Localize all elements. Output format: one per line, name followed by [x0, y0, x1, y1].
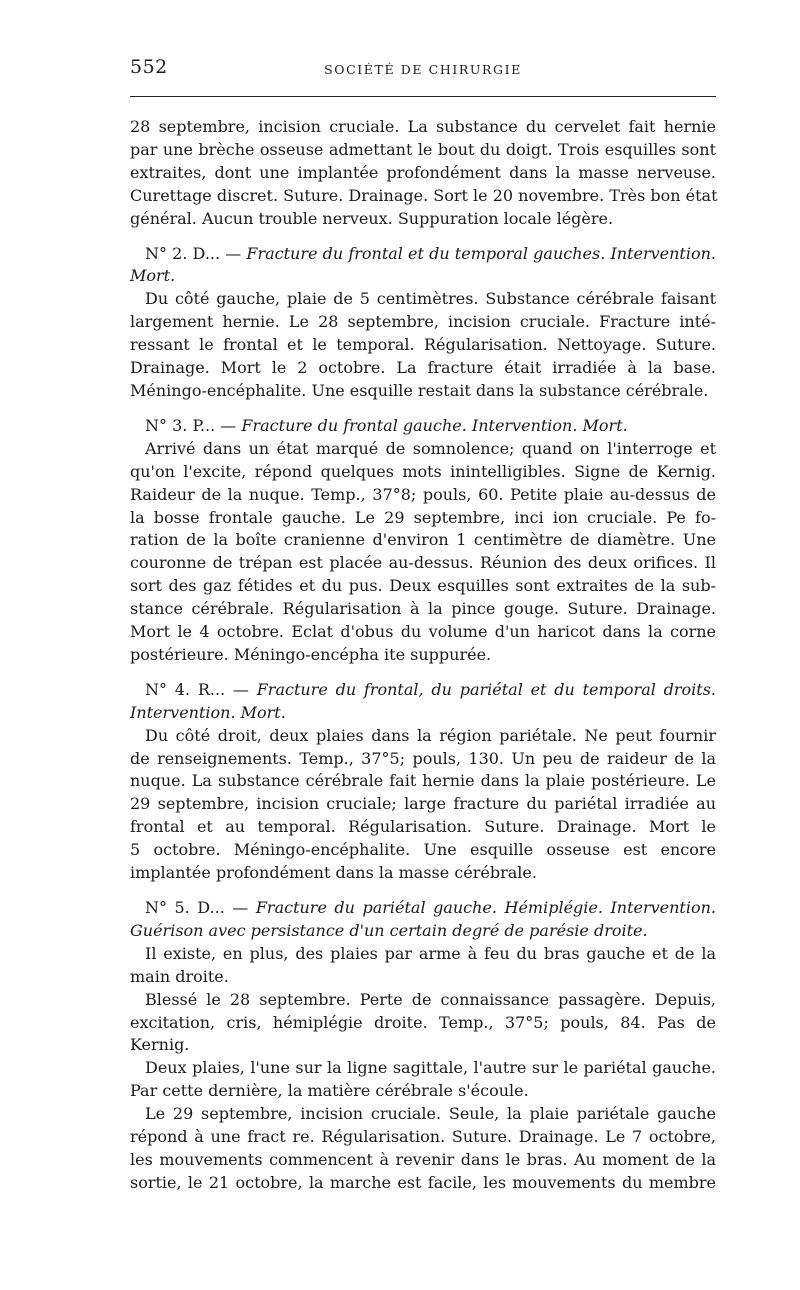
text-line: qu'on l'excite, répond quelques mots inintelligibles. Signe de Kernig.	[130, 461, 716, 481]
text-line: Méningo-encéphalite. Une esquille restait dans la substance cérébrale.	[130, 380, 709, 400]
text-line: nuque. La substance cérébrale fait hernie dans la plaie postérieure. Le	[130, 771, 716, 791]
text-line: Raideur de la nuque. Temp., 37°8; pouls, 60. Petite plaie au-dessus de	[130, 484, 716, 504]
case-heading-line	[130, 243, 716, 266]
case-entry	[130, 415, 716, 667]
text-line: sort des gaz fétides et du pus. Deux esquilles sont extraites de la sub-	[130, 576, 716, 596]
text-line: par une brèche osseuse admettant le bout du doigt. Trois esquilles sont	[130, 139, 716, 159]
text-line: Il existe, en plus, des plaies par arme à feu du bras gauche et de la	[145, 943, 716, 963]
continued-text	[130, 116, 716, 231]
text-line: 5 octobre. Méningo-encéphalite. Une esquille osseuse est encore	[130, 840, 716, 860]
text-line: largement hernie. Le 28 septembre, incision cruciale. Fracture inté-	[130, 312, 716, 332]
text-line: Drainage. Mort le 2 octobre. La fracture était irradiée à la base.	[130, 358, 716, 378]
page-body	[130, 116, 716, 1195]
text-line: Le 29 septembre, incision cruciale. Seule, la plaie pariétale gauche	[145, 1104, 716, 1124]
case-title: Fracture du frontal gauche. Intervention. Mort.	[241, 415, 628, 435]
text-line: général. Aucun trouble nerveux. Suppuration locale légère.	[130, 208, 614, 228]
case-number: N° 2. D... —	[145, 243, 247, 263]
text-line: postérieure. Méningo-encépha ite suppurée.	[130, 644, 492, 664]
text-line: sortie, le 21 octobre, la marche est facile, les mouvements du membre	[130, 1172, 716, 1192]
text-line: implantée profondément dans la masse cérébrale.	[130, 863, 537, 883]
text-line: stance cérébrale. Régularisation à la pince gouge. Suture. Drainage.	[130, 599, 716, 619]
case-entry	[130, 679, 716, 885]
case-heading-line	[130, 897, 716, 920]
header-rule	[130, 96, 716, 97]
case-entry	[130, 897, 716, 1195]
text-line: Curettage discret. Suture. Drainage. Sort le 20 novembre. Très bon état	[130, 185, 718, 205]
case-title: Fracture du frontal, du pariétal et du temporal droits.	[256, 679, 716, 699]
text-line: Mort le 4 octobre. Eclat d'obus du volume d'un haricot dans la corne	[130, 622, 716, 642]
case-title: Mort.	[130, 266, 176, 286]
case-title: Fracture du pariétal gauche. Hémiplégie. Intervention.	[255, 898, 717, 917]
text-line: répond à une fract re. Régularisation. Suture. Drainage. Le 7 octobre,	[130, 1127, 716, 1147]
text-line: couronne de trépan est placée au-dessus. Réunion des deux orifices. Il	[130, 553, 716, 573]
case-number: N° 3. P... —	[145, 415, 242, 435]
text-line: Blessé le 28 septembre. Perte de connaissance passagère. Depuis,	[145, 989, 716, 1009]
page-header	[130, 56, 716, 86]
section-gap	[130, 403, 716, 415]
case-title: Fracture du frontal et du temporal gauches. Intervention.	[246, 243, 717, 263]
page-number: 552	[130, 56, 168, 78]
text-line: 28 septembre, incision cruciale. La substance du cervelet fait hernie	[130, 117, 716, 136]
text-line: extraites, dont une implantée profondément dans la masse nerveuse.	[130, 162, 716, 182]
section-gap	[130, 885, 716, 897]
text-line: Du côté droit, deux plaies dans la région pariétale. Ne peut fournir	[145, 725, 716, 745]
case-heading-line	[130, 679, 716, 702]
text-line: ration de la boîte cranienne d'environ 1 centimètre de diamètre. Une	[130, 530, 716, 550]
case-title: Intervention. Mort.	[130, 702, 286, 722]
section-gap	[130, 231, 716, 243]
text-line: ressant le frontal et le temporal. Régularisation. Nettoyage. Suture.	[130, 335, 716, 355]
case-entry	[130, 243, 716, 403]
case-number: N° 5. D... —	[145, 898, 256, 917]
text-line: Arrivé dans un état marqué de somnolence; quand on l'interroge et	[145, 438, 716, 458]
running-head: SOCIÉTÉ DE CHIRURGIE	[324, 62, 522, 77]
case-heading-line	[130, 920, 716, 943]
text-line: les mouvements commencent à revenir dans le bras. Au moment de la	[130, 1149, 716, 1169]
case-heading-line	[130, 702, 716, 725]
text-line: Deux plaies, l'une sur la ligne sagittale, l'autre sur le pariétal gauche.	[145, 1058, 716, 1078]
text-line: 29 septembre, incision cruciale; large fracture du pariétal irradiée au	[130, 794, 716, 814]
case-number: N° 4. R... —	[145, 679, 257, 699]
text-line: excitation, cris, hémiplégie droite. Temp., 37°5; pouls, 84. Pas de	[130, 1012, 716, 1032]
section-gap	[130, 667, 716, 679]
text-line: Du côté gauche, plaie de 5 centimètres. Substance cérébrale faisant	[145, 289, 716, 309]
text-line: de renseignements. Temp., 37°5; pouls, 130. Un peu de raideur de la	[130, 748, 716, 768]
text-line: la bosse frontale gauche. Le 29 septembre, inci ion cruciale. Pe fo-	[130, 507, 716, 527]
text-line: frontal et au temporal. Régularisation. Suture. Drainage. Mort le	[130, 817, 716, 837]
text-line: Par cette dernière, la matière cérébrale s'écoule.	[130, 1081, 529, 1101]
text-line: Kernig.	[130, 1035, 190, 1055]
text-line: main droite.	[130, 966, 229, 986]
case-heading-line	[130, 265, 716, 288]
case-heading-line	[130, 415, 716, 438]
case-title: Guérison avec persistance d'un certain degré de parésie droite.	[130, 920, 648, 940]
